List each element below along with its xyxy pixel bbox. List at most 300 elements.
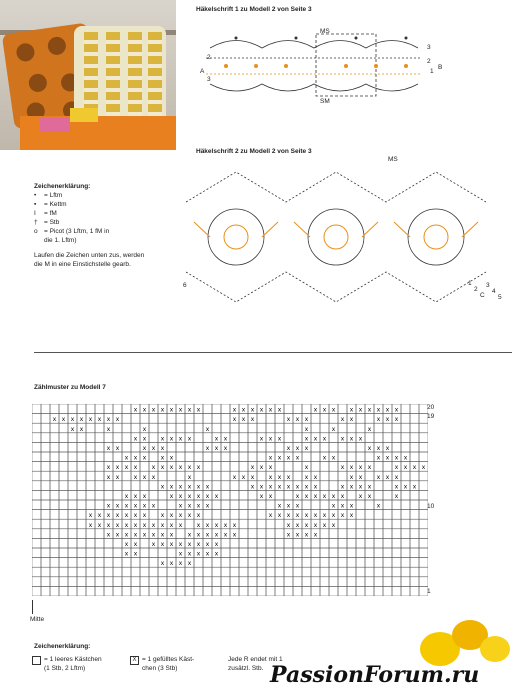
grid-cell [392,529,401,539]
grid-cell [338,519,347,529]
grid-cell [203,567,212,577]
grid-cell [410,414,419,424]
grid-cell [293,404,302,414]
filled-cell-mark: x [349,502,354,510]
grid-cell [293,462,302,472]
grid-cell [158,586,167,596]
filled-cell-mark: x [340,502,345,510]
grid-cell [329,433,338,443]
filled-cell-mark: x [160,512,165,520]
filled-cell-mark: x [331,512,336,520]
grid-cell [239,462,248,472]
grid-cell [221,462,230,472]
grid-cell [383,548,392,558]
grid-cell [149,548,158,558]
grid-cell [221,423,230,433]
grid-cell [176,452,185,462]
filled-cell-mark: x [376,473,381,481]
filled-cell-mark: x [106,416,111,424]
filled-cell-mark: x [124,512,129,520]
filled-box-text [142,655,194,673]
grid-cell [104,538,113,548]
grid-cell [32,462,41,472]
filled-cell-mark: x [124,464,129,472]
filled-cell-mark: x [340,435,345,443]
grid-cell [374,510,383,520]
grid-cell [59,404,68,414]
filled-cell-mark: x [286,521,291,529]
grid-cell [383,577,392,587]
grid-cell [320,548,329,558]
grid-cell [77,577,86,587]
filled-cell-mark: x [340,512,345,520]
grid-cell [401,586,410,596]
grid-cell [68,471,77,481]
grid-cell [122,423,131,433]
grid-cell [95,577,104,587]
grid-cell [176,586,185,596]
filled-cell-mark: x [403,464,408,472]
grid-cell [212,586,221,596]
grid-cell [158,500,167,510]
filled-cell-mark: x [259,406,264,414]
grid-cell [95,462,104,472]
filled-cell-mark: x [187,560,192,568]
diagram1-row3-left: 3 [207,76,211,83]
grid-cell [140,414,149,424]
filled-cell-mark: x [268,512,273,520]
grid-cell [221,404,230,414]
filled-cell-mark: x [331,454,336,462]
grid-cell [275,519,284,529]
grid-cell [401,538,410,548]
grid-cell [59,586,68,596]
filled-cell-mark: x [187,512,192,520]
grid-cell [356,519,365,529]
grid-cell [275,414,284,424]
grid-cell [383,500,392,510]
grid-cell [329,577,338,587]
grid-cell [59,519,68,529]
grid-cell [50,433,59,443]
legend-item [34,191,164,200]
grid-cell [185,414,194,424]
filled-cell-mark: x [340,493,345,500]
filled-line-2: chen (3 Stb) [142,665,178,672]
grid-cell [347,423,356,433]
grid-cell [122,404,131,414]
grid-cell [113,423,122,433]
grid-cell [203,577,212,587]
grid-cell [95,490,104,500]
grid-cell [167,414,176,424]
grid-cell [149,567,158,577]
filled-cell-mark: x [178,550,183,558]
grid-cell [230,433,239,443]
grid-cell [131,577,140,587]
grid-cell [266,538,275,548]
grid-cell [122,558,131,568]
grid-cell [284,538,293,548]
filled-cell-mark: x [268,483,273,491]
grid-cell [50,519,59,529]
filled-cell-mark: x [304,493,309,500]
grid-cell [284,404,293,414]
grid-cell [419,442,428,452]
diagram2-row4: 4 [492,288,496,295]
filled-cell-mark: x [142,445,147,452]
grid-cell [221,577,230,587]
grid-cell [239,481,248,491]
grid-cell [329,529,338,539]
grid-cell [167,442,176,452]
filled-cell-mark: x [133,493,138,500]
grid-cell [68,481,77,491]
grid-cell [347,490,356,500]
filled-cell-mark: x [178,493,183,500]
grid-cell [167,423,176,433]
grid-cell [311,567,320,577]
grid-cell [293,558,302,568]
filled-cell-mark: x [412,464,417,472]
diagram1-row2-left: 2 [207,54,211,61]
grid-cell [275,462,284,472]
grid-cell [302,500,311,510]
grid-cell [50,500,59,510]
grid-cell [86,404,95,414]
grid-cell [149,433,158,443]
filled-cell-mark: x [133,435,138,443]
grid-cell [95,423,104,433]
grid-cell [347,442,356,452]
grid-cell [77,538,86,548]
filled-cell-mark: x [322,493,327,500]
filled-cell-mark: x [277,502,282,510]
grid-cell [158,423,167,433]
grid-cell [41,404,50,414]
grid-cell [140,548,149,558]
filled-cell-mark: x [232,416,237,424]
grid-cell [410,423,419,433]
filled-cell-mark: x [142,435,147,443]
grid-cell [140,577,149,587]
grid-cell [212,471,221,481]
grid-cell [293,433,302,443]
grid-cell [59,500,68,510]
filled-cell-mark: x [160,483,165,491]
grid-cell [212,414,221,424]
grid-cell [338,577,347,587]
grid-cell [203,452,212,462]
grid-cell [95,481,104,491]
row-label-10: 10 [427,503,435,510]
filled-cell-mark: x [79,416,84,424]
filled-cell-mark: x [205,493,210,500]
diagram1-ms-label: MS [320,28,330,35]
grid-cell [302,548,311,558]
grid-cell [41,481,50,491]
filled-cell-mark: x [214,550,219,558]
grid-cell [311,558,320,568]
grid-cell [59,538,68,548]
grid-cell [383,481,392,491]
grid-cell [311,538,320,548]
grid-cell [302,586,311,596]
grid-cell [257,577,266,587]
filled-cell-mark: x [205,521,210,529]
filled-cell-mark: x [250,406,255,414]
grid-cell [194,567,203,577]
filled-cell-mark: x [133,406,138,414]
grid-cell [32,558,41,568]
grid-cell [230,538,239,548]
grid-cell [383,586,392,596]
filled-cell-mark: x [133,464,138,472]
grid-cell [32,414,41,424]
filled-cell-mark: x [160,406,165,414]
filled-cell-mark: x [178,521,183,529]
grid-cell [230,558,239,568]
filled-cell-mark: x [115,473,120,481]
filled-cell-mark: x [286,416,291,424]
grid-cell [347,538,356,548]
filled-cell-mark: x [124,550,129,558]
filled-cell-mark: x [277,512,282,520]
grid-cell [77,510,86,520]
grid-cell [158,471,167,481]
grid-cell [149,510,158,520]
filled-cell-mark: x [286,502,291,510]
grid-cell [320,567,329,577]
filled-cell-mark: x [187,473,192,481]
grid-cell [329,471,338,481]
grid-cell [59,548,68,558]
grid-cell [248,433,257,443]
filled-cell-mark: x [196,550,201,558]
grid-cell [374,423,383,433]
grid-cell [329,414,338,424]
filled-cell-mark: x [214,531,219,539]
filled-cell-mark: x [349,406,354,414]
diagram1-sm-label: SM [320,98,330,105]
filled-cell-mark: x [169,512,174,520]
grid-cell [401,433,410,443]
grid-cell [230,452,239,462]
grid-cell [401,442,410,452]
grid-cell [95,500,104,510]
grid-cell [50,510,59,520]
filled-cell-mark: x [358,473,363,481]
grid-cell [248,510,257,520]
grid-cell [77,586,86,596]
filled-cell-mark: x [295,531,300,539]
filled-cell-mark: x [304,425,309,433]
grid-cell [401,567,410,577]
grid-cell [203,433,212,443]
grid-cell [257,538,266,548]
grid-cell [113,567,122,577]
grid-cell [77,500,86,510]
grid-cell [122,414,131,424]
grid-cell [410,577,419,587]
grid-cell [275,567,284,577]
grid-cell [257,510,266,520]
grid-cell [311,442,320,452]
grid-cell [365,538,374,548]
grid-cell [113,433,122,443]
grid-cell [284,567,293,577]
filled-cell-mark: x [331,502,336,510]
grid-cell [32,481,41,491]
grid-cell [320,442,329,452]
filled-cell-mark: x [286,445,291,452]
diagram2-row3: 3 [486,282,490,289]
grid-cell [284,548,293,558]
grid-cell [86,548,95,558]
filled-cell-mark: x [124,521,129,529]
grid-cell [410,442,419,452]
grid-cell [68,529,77,539]
grid-cell [104,490,113,500]
pillow-photo [0,0,176,150]
grid-cell [383,519,392,529]
grid-cell [248,548,257,558]
grid-cell [140,558,149,568]
grid-cell [248,529,257,539]
filled-cell-mark: x [286,454,291,462]
grid-cell [311,414,320,424]
grid-cell [185,423,194,433]
grid-cell [239,586,248,596]
row-label-1: 1 [427,588,431,595]
filled-cell-mark: x [331,406,336,414]
grid-cell [194,471,203,481]
grid-cell [41,500,50,510]
grid-cell [212,510,221,520]
diagram1-title: Häkelschrift 1 zu Modell 2 von Seite 3 [196,6,312,13]
grid-cell [347,567,356,577]
grid-cell [365,519,374,529]
grid-cell [257,471,266,481]
grid-cell [383,558,392,568]
filled-cell-mark: x [304,531,309,539]
grid-cell [194,423,203,433]
grid-cell [68,433,77,443]
grid-cell [50,567,59,577]
grid-cell [59,577,68,587]
grid-cell [365,510,374,520]
grid-cell [176,442,185,452]
grid-cell [50,404,59,414]
grid-cell [41,452,50,462]
grid-cell [41,567,50,577]
grid-cell [176,529,185,539]
filled-cell-mark: x [88,521,93,529]
grid-cell [383,538,392,548]
grid-cell [239,500,248,510]
stitch-legend [34,182,164,269]
grid-cell [329,462,338,472]
filled-cell-mark: x [313,512,318,520]
grid-cell [338,452,347,462]
grid-cell [41,471,50,481]
grid-cell [293,538,302,548]
filled-cell-mark: x [187,483,192,491]
grid-cell [401,577,410,587]
filled-cell-mark: x [394,473,399,481]
grid-cell [284,423,293,433]
filled-cell-mark: x [160,445,165,452]
grid-cell [248,423,257,433]
filled-cell-mark: x [169,541,174,548]
grid-cell [131,414,140,424]
filled-cell-mark: x [367,445,372,452]
filled-cell-mark: x [106,521,111,529]
grid-cell [50,538,59,548]
grid-cell [194,586,203,596]
grid-cell [113,452,122,462]
grid-cell [239,490,248,500]
grid-cell [419,481,428,491]
grid-cell [374,519,383,529]
grid-cell [275,577,284,587]
grid-cell [230,442,239,452]
filled-cell-mark: x [178,435,183,443]
grid-cell [176,567,185,577]
grid-cell [239,423,248,433]
grid-cell [365,558,374,568]
legend-title: Zeichenerklärung: [34,183,91,190]
filled-cell-mark: x [106,464,111,472]
grid-cell [86,490,95,500]
filled-cell-mark: x [295,483,300,491]
grid-cell [356,442,365,452]
grid-cell [257,414,266,424]
grid-cell [320,586,329,596]
grid-cell [347,452,356,462]
grid-cell [419,519,428,529]
filled-cell-mark: x [142,502,147,510]
filled-cell-mark: x [151,531,156,539]
grid-cell [68,567,77,577]
grid-cell [68,577,77,587]
grid-cell [104,567,113,577]
grid-cell [239,577,248,587]
filled-cell-mark: x [133,473,138,481]
diagram1-row2-right: 2 [427,58,431,65]
grid-cell [77,548,86,558]
filled-cell-mark: x [304,435,309,443]
grid-cell [284,462,293,472]
grid-cell [392,519,401,529]
filled-cell-mark: x [349,435,354,443]
filled-cell-mark: x [151,473,156,481]
grid-cell [365,452,374,462]
grid-cell [59,471,68,481]
grid-cell [383,433,392,443]
grid-cell [194,558,203,568]
grid-cell [257,567,266,577]
grid-cell [392,500,401,510]
diagram1-row1: 1 [430,68,434,75]
filled-cell-mark: x [169,483,174,491]
footer-legend-title: Zeichenerklärung: [34,643,91,650]
grid-cell [320,423,329,433]
filled-cell-mark: x [223,435,228,443]
grid-cell [248,442,257,452]
filled-cell-mark: x [79,425,84,433]
grid-cell [95,567,104,577]
